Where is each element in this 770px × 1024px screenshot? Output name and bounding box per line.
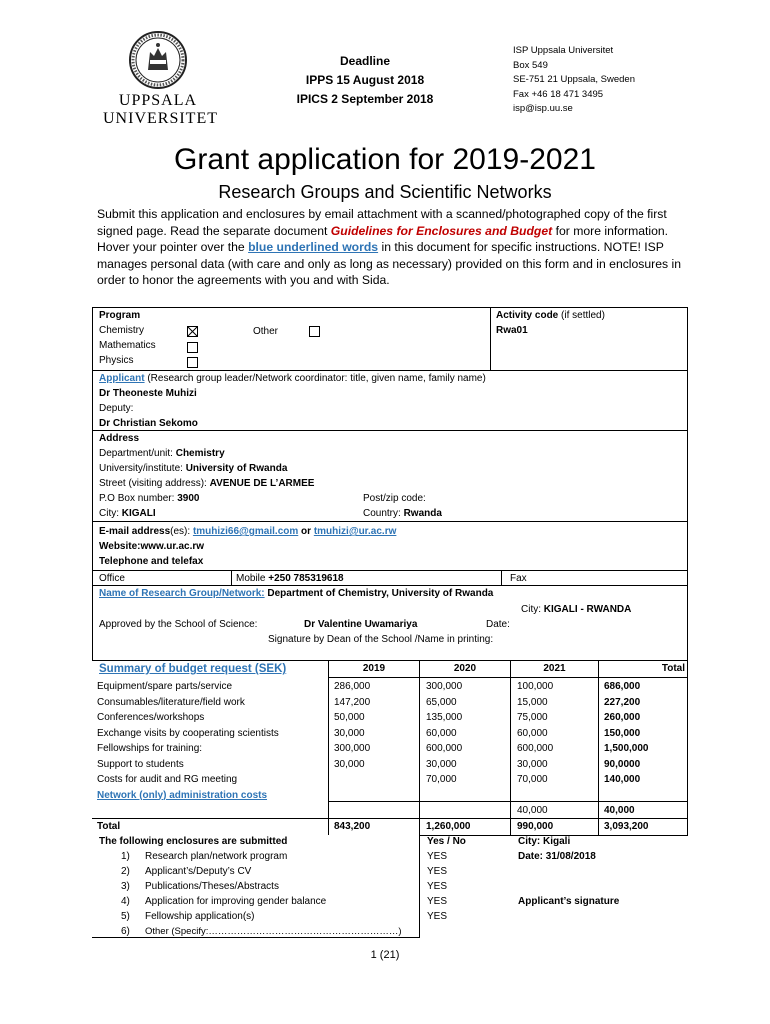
budget-cell-2021: 15,000 — [517, 696, 548, 708]
mathematics-checkbox[interactable] — [187, 342, 198, 353]
budget-cell-total: 1,500,000 — [604, 743, 649, 754]
enclosure-list — [99, 849, 419, 939]
intro-text-2: for more information. Hover your pointer over the — [97, 223, 669, 255]
country-value: Rwanda — [403, 508, 442, 519]
budget-row-label: Consumables/literature/field work — [97, 696, 245, 708]
signing-date: Date: 31/08/2018 — [518, 851, 596, 862]
budget-cell-total: 260,000 — [604, 712, 641, 723]
rg-city-value: KIGALI - RWANDA — [543, 604, 632, 615]
budget-cell-2021: 30,000 — [517, 758, 548, 770]
budget-total-2019: 843,200 — [334, 821, 371, 832]
applicant-description: (Research group leader/Network coordinator: title, given name, family name) — [144, 373, 486, 384]
checked-x-icon — [188, 327, 197, 336]
applicant-name: Dr Theoneste Muhizi — [99, 388, 197, 399]
budget-cell-2021: 60,000 — [517, 727, 548, 739]
other-checkbox[interactable] — [309, 326, 320, 337]
page-title: Grant application for 2019-2021 — [174, 143, 596, 176]
website-value: :www.ur.ac.rw — [137, 541, 205, 552]
budget-cell-2021: 75,000 — [517, 712, 548, 723]
budget-cell-total: 90,0000 — [604, 758, 641, 770]
mobile-label: Mobile — [236, 573, 269, 584]
deadline-title: Deadline — [339, 54, 390, 68]
isp-email: isp@isp.uu.se — [513, 103, 573, 114]
budget-row — [97, 726, 657, 742]
budget-row — [97, 695, 657, 711]
email-link-1[interactable]: tmuhizi66@gmail.com — [192, 526, 299, 537]
mobile-value: +250 785319618 — [268, 573, 344, 584]
research-group-section — [99, 586, 679, 656]
email-or: or — [298, 526, 314, 537]
yes-no-label: Yes / No — [427, 836, 466, 847]
enclosure-item: 1) Research plan/network program — [121, 851, 288, 862]
fax-label: Fax — [510, 573, 527, 584]
activity-code-value: Rwa01 — [496, 325, 528, 336]
country-label: Country: — [363, 508, 404, 519]
budget-cell-total: 40,000 — [604, 805, 635, 816]
network-admin-row — [97, 788, 657, 804]
intro-text-3: in this document for specific instructions. NOTE! ISP manages personal data (with care and only as long as necessary) provided on this form and in enclosures in order to honor the agreements with you and with Sida. — [97, 240, 681, 288]
budget-cell-2021: 70,000 — [517, 774, 548, 785]
budget-row — [97, 679, 657, 695]
budget-cell-2019: 300,000 — [334, 743, 371, 754]
approved-name: Dr Valentine Uwamariya — [304, 619, 418, 630]
phone-label: Telephone and telefax — [99, 556, 204, 567]
enclosures-title: The following enclosures are submitted — [99, 836, 288, 847]
enclosure-answer: YES — [427, 896, 448, 907]
enclosure-answers — [427, 849, 447, 924]
budget-cell-2020: 65,000 — [426, 696, 457, 708]
pobox-label: P.O Box number: — [99, 493, 178, 504]
budget-cell-2021: 600,000 — [517, 743, 554, 754]
university-logo — [103, 30, 218, 130]
address-label: Address — [99, 433, 140, 444]
budget-cell-2019: 30,000 — [334, 727, 365, 739]
budget-cell-2020: 300,000 — [426, 681, 463, 692]
activity-code-label: Activity code — [496, 310, 559, 321]
enclosure-answer: YES — [427, 866, 448, 877]
university-name-2: UNIVERSITET — [103, 110, 218, 127]
guidelines-ref: Guidelines for Enclosures and Budget — [330, 223, 553, 238]
budget-row-label: Exchange visits by cooperating scientists — [97, 727, 279, 739]
website-label: Website — [99, 541, 138, 552]
contact-section — [99, 524, 679, 569]
approved-label: Approved by the School of Science: — [99, 619, 258, 630]
email-suffix: (es): — [170, 526, 193, 537]
deputy-name: Dr Christian Sekomo — [99, 418, 198, 429]
deadline-ipics: IPICS 2 September 2018 — [296, 92, 434, 106]
isp-address-line: SE-751 21 Uppsala, Sweden — [513, 74, 635, 85]
address-section — [99, 431, 679, 521]
university-name-1: UPPSALA — [118, 92, 198, 109]
program-option-chemistry: Chemistry — [99, 325, 145, 336]
budget-total-2020: 1,260,000 — [426, 821, 471, 832]
budget-row — [97, 772, 657, 788]
city-label: City: — [99, 508, 122, 519]
enclosure-item: 3) Publications/Theses/Abstracts — [121, 881, 279, 892]
enclosure-answer: YES — [427, 851, 448, 862]
budget-header-2019: 2019 — [362, 663, 386, 674]
chemistry-checkbox[interactable] — [187, 326, 198, 337]
budget-header-total: Total — [661, 663, 685, 674]
program-option-other: Other — [253, 326, 279, 337]
pobox-value: 3900 — [177, 493, 200, 504]
street-value: AVENUE DE L’ARMEE — [209, 478, 315, 489]
office-label: Office — [99, 573, 125, 584]
email-link-2[interactable]: tmuhizi@ur.ac.rw — [313, 526, 397, 537]
budget-cell-2020: 135,000 — [426, 712, 463, 723]
enclosure-answer: YES — [427, 881, 448, 892]
isp-address-line: Box 549 — [513, 59, 548, 71]
budget-row-label: Support to students — [97, 758, 184, 770]
street-label: Street (visiting address): — [99, 478, 210, 489]
department-label: Department/unit: — [99, 448, 176, 459]
enclosure-item: 6) Other (Specify:……………………………………………………) — [121, 926, 402, 937]
budget-cell-2019: 286,000 — [334, 681, 371, 692]
isp-address — [513, 44, 635, 117]
university-seal-icon — [128, 30, 188, 90]
research-group-name: Department of Chemistry, University of Rwanda — [264, 588, 494, 599]
budget-cell-2021: 100,000 — [517, 681, 554, 692]
city-value: KIGALI — [121, 508, 156, 519]
activity-code-note: (if settled) — [558, 310, 605, 321]
network-admin-values — [97, 803, 657, 819]
budget-cell-total: 686,000 — [604, 681, 641, 692]
isp-address-line: Fax +46 18 471 3495 — [513, 88, 604, 100]
budget-row — [97, 757, 657, 773]
budget-cell-2019: 50,000 — [334, 712, 365, 723]
enclosure-item: 4) Application for improving gender balance — [121, 896, 327, 907]
research-group-link[interactable]: Name of Research Group/Network: — [99, 588, 265, 599]
budget-cell-total: 150,000 — [604, 727, 641, 739]
program-label: Program — [99, 310, 141, 321]
university-value: University of Rwanda — [185, 463, 288, 474]
signature-dean-label: Signature by Dean of the School /Name in printing: — [268, 634, 494, 645]
applicant-link[interactable]: Applicant — [99, 373, 145, 384]
budget-summary-link[interactable]: Summary of budget request (SEK) — [99, 663, 287, 675]
physics-checkbox[interactable] — [187, 357, 198, 368]
budget-total-total: 3,093,200 — [604, 821, 649, 832]
deadline-ipps: IPPS 15 August 2018 — [305, 73, 425, 87]
budget-cell-total: 140,000 — [604, 774, 641, 785]
budget-row-label: Conferences/workshops — [97, 712, 205, 723]
budget-total-label: Total — [97, 821, 121, 832]
budget-cell-2020: 70,000 — [426, 774, 457, 785]
enclosure-item: 5) Fellowship application(s) — [121, 911, 255, 922]
budget-cell-2019: 30,000 — [334, 758, 365, 770]
budget-cell-2019: 147,200 — [334, 696, 371, 708]
budget-row-label: Costs for audit and RG meeting — [97, 774, 238, 785]
deadline-block — [275, 52, 455, 109]
approved-date-label: Date: — [486, 619, 510, 630]
intro-text-1: Submit this application and enclosures by email attachment with a scanned/photographed copy of the first signed page. Read the separate document — [97, 207, 667, 238]
budget-header-2021: 2021 — [543, 663, 566, 674]
department-value: Chemistry — [175, 448, 225, 459]
program-section — [99, 308, 479, 368]
rg-city-label: City: — [521, 604, 544, 615]
program-option-mathematics: Mathematics — [99, 340, 156, 351]
budget-total-2021: 990,000 — [517, 821, 554, 832]
isp-address-line: ISP Uppsala Universitet — [513, 45, 614, 56]
university-label: University/institute: — [99, 463, 186, 474]
mobile-field — [236, 571, 344, 586]
budget-cell-2020: 600,000 — [426, 743, 463, 754]
budget-header-2020: 2020 — [453, 663, 477, 674]
budget-row — [97, 741, 657, 757]
deputy-label: Deputy: — [99, 403, 134, 414]
blue-words-link[interactable]: blue underlined words — [248, 240, 379, 255]
program-option-physics: Physics — [99, 355, 134, 366]
applicant-signature-label: Applicant’s signature — [518, 896, 620, 907]
activity-code-section — [496, 308, 681, 338]
budget-row — [97, 710, 657, 726]
budget-total-row — [97, 819, 657, 835]
postzip-label: Post/zip code: — [363, 493, 426, 504]
page-number: 1 (21) — [370, 949, 400, 961]
network-admin-link[interactable]: Network (only) administration costs — [97, 789, 268, 801]
budget-cell-2020: 60,000 — [426, 727, 457, 739]
budget-row-label: Fellowships for training: — [97, 743, 203, 754]
budget-cell-2021: 40,000 — [517, 805, 548, 816]
budget-cell-total: 227,200 — [604, 696, 641, 708]
budget-row-label: Equipment/spare parts/service — [97, 681, 233, 692]
enclosure-item: 2) Applicant’s/Deputy’s CV — [121, 866, 252, 877]
budget-cell-2020: 30,000 — [426, 758, 457, 770]
applicant-section — [99, 371, 679, 431]
intro-paragraph — [97, 206, 687, 289]
enclosure-answer: YES — [427, 911, 448, 922]
signing-city: City: Kigali — [518, 836, 571, 847]
page-subtitle: Research Groups and Scientific Networks — [218, 182, 552, 202]
email-label: E-mail address — [99, 526, 171, 537]
